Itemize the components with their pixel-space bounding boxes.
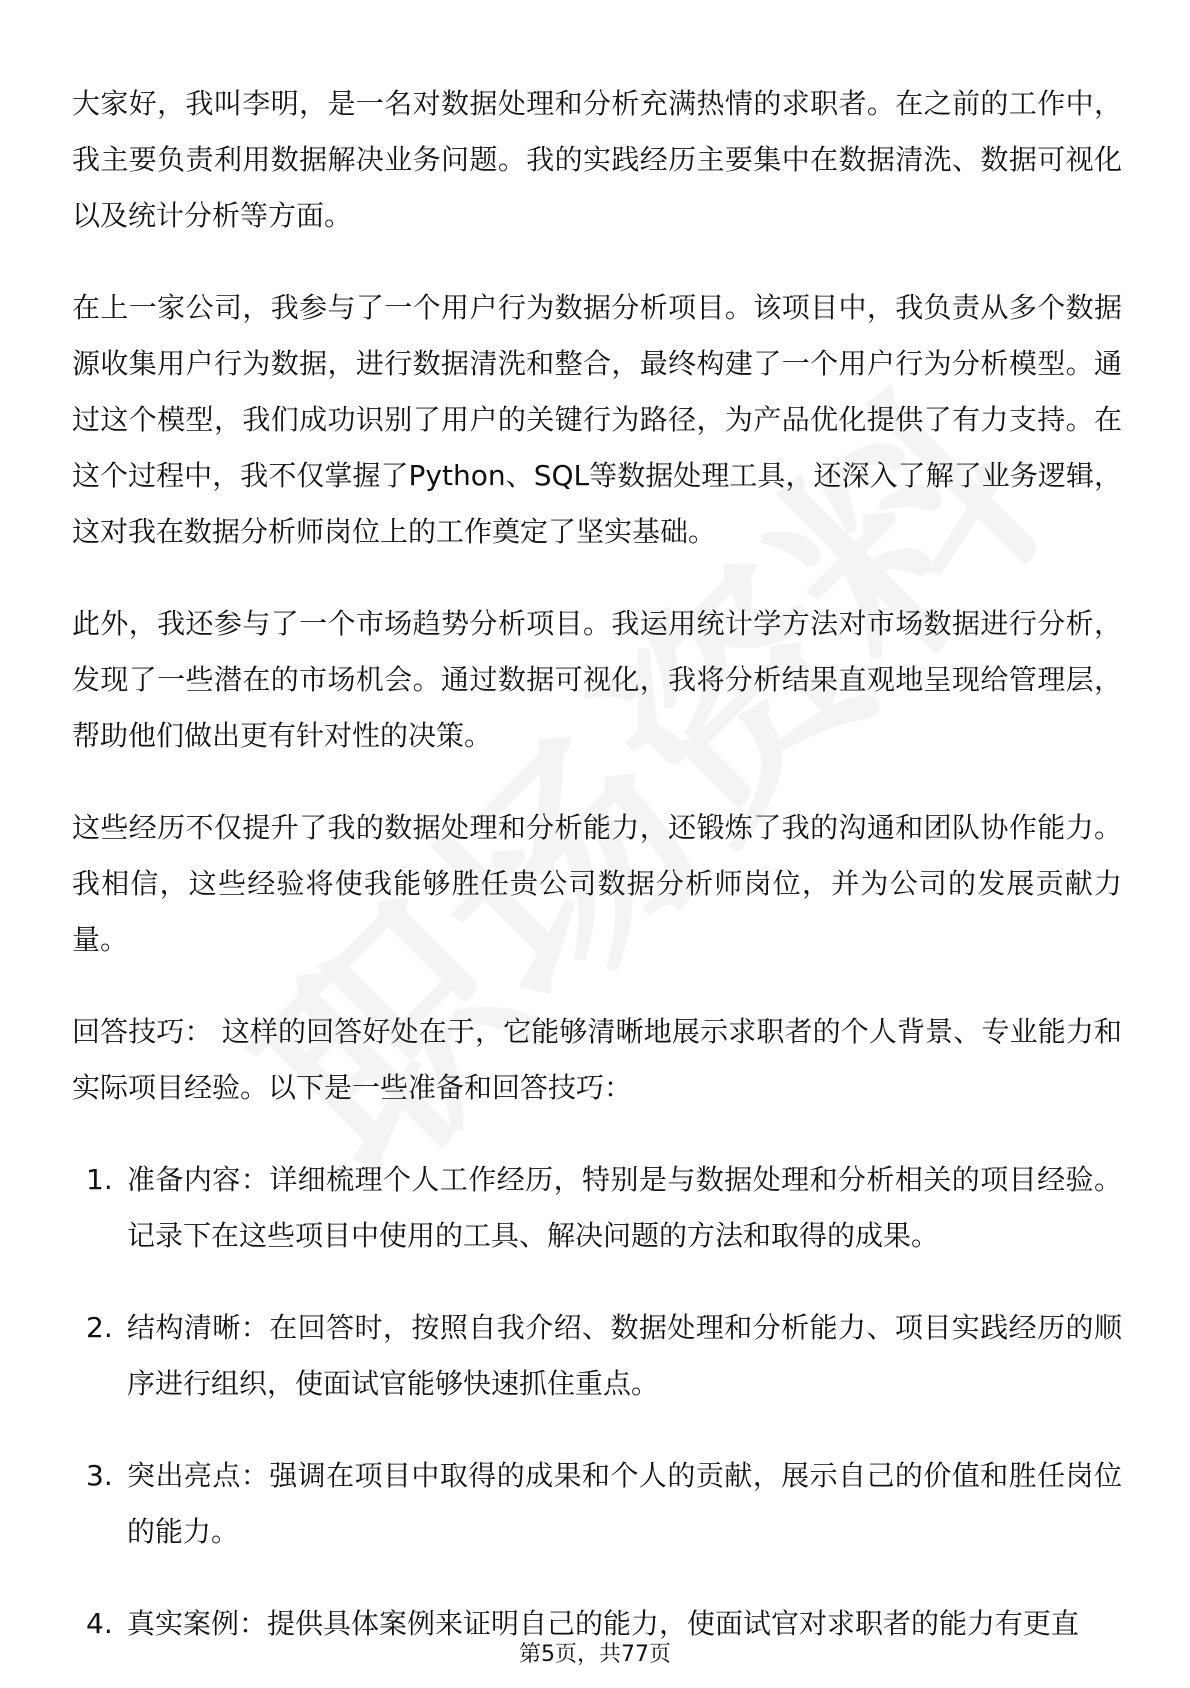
tips-list — [72, 1152, 1122, 1652]
list-item-text: 结构清晰：在回答时，按照自我介绍、数据处理和分析能力、项目实践经历的顺序进行组织，使面试官能够快速抓住重点。 — [127, 1311, 1122, 1400]
list-item-number: 1. — [86, 1163, 113, 1196]
page-footer: 第5页，共77页 — [519, 1642, 671, 1667]
list-item-number: 3. — [86, 1459, 113, 1492]
list-item-number: 4. — [86, 1607, 113, 1640]
list-item — [72, 1152, 1122, 1264]
paragraph-summary: 这些经历不仅提升了我的数据处理和分析能力，还锻炼了我的沟通和团队协作能力。我相信，这些经验将使我能够胜任贵公司数据分析师岗位，并为公司的发展贡献力量。 — [72, 811, 1122, 956]
list-item — [72, 1300, 1122, 1412]
paragraph-project-user-behavior: 在上一家公司，我参与了一个用户行为数据分析项目。该项目中，我负责从多个数据源收集用户行为数据，进行数据清洗和整合，最终构建了一个用户行为分析模型。通过这个模型，我们成功识别了用户的关键行为路径，为产品优化提供了有力支持。在这个过程中，我不仅掌握了Python、SQL等数据处理工具，还深入了解了业务逻辑，这对我在数据分析师岗位上的工作奠定了坚实基础。 — [72, 291, 1122, 548]
list-item-number: 2. — [86, 1311, 113, 1344]
paragraph-project-market-trend: 此外，我还参与了一个市场趋势分析项目。我运用统计学方法对市场数据进行分析，发现了一些潜在的市场机会。通过数据可视化，我将分析结果直观地呈现给管理层，帮助他们做出更有针对性的决策。 — [72, 607, 1122, 752]
list-item-text: 真实案例：提供具体案例来证明自己的能力，使面试官对求职者的能力有更直 — [127, 1607, 1080, 1640]
paragraph-intro: 大家好，我叫李明，是一名对数据处理和分析充满热情的求职者。在之前的工作中，我主要负责利用数据解决业务问题。我的实践经历主要集中在数据清洗、数据可视化以及统计分析等方面。 — [72, 87, 1122, 232]
list-item-text: 准备内容：详细梳理个人工作经历，特别是与数据处理和分析相关的项目经验。记录下在这些项目中使用的工具、解决问题的方法和取得的成果。 — [127, 1163, 1122, 1252]
paragraph-answer-tips: 回答技巧： 这样的回答好处在于，它能够清晰地展示求职者的个人背景、专业能力和实际项目经验。以下是一些准备和回答技巧： — [72, 1015, 1122, 1104]
list-item-text: 突出亮点：强调在项目中取得的成果和个人的贡献，展示自己的价值和胜任岗位的能力。 — [127, 1459, 1122, 1548]
document-body — [72, 76, 1122, 1688]
list-item — [72, 1448, 1122, 1560]
